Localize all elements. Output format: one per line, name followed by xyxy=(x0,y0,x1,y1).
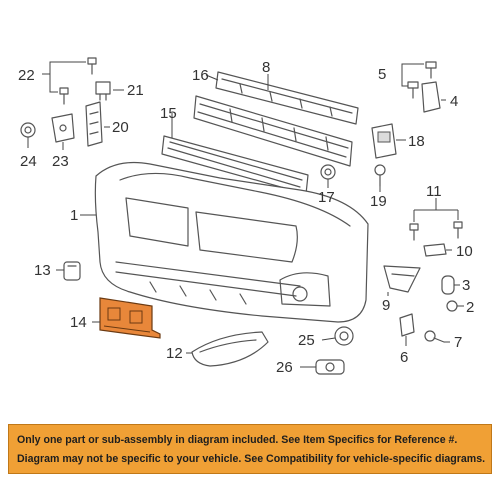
callout-9: 9 xyxy=(382,297,391,314)
part-20-side-bracket xyxy=(86,102,102,146)
part-12-fog-bezel xyxy=(192,332,268,366)
part-25-sensor xyxy=(335,327,353,345)
callout-23: 23 xyxy=(52,153,69,170)
part-5-bolt-a xyxy=(426,62,436,78)
part-18-sensor-bracket xyxy=(372,124,396,158)
callout-26: 26 xyxy=(276,359,293,376)
callout-11: 11 xyxy=(426,183,442,200)
part-2-retainer xyxy=(447,301,457,311)
callout-10: 10 xyxy=(456,243,473,260)
callout-17: 17 xyxy=(318,189,335,206)
callout-20: 20 xyxy=(112,119,129,136)
callout-4: 4 xyxy=(450,93,459,110)
part-7-screw xyxy=(425,331,444,342)
part-1-bumper-cover xyxy=(95,163,368,323)
part-19-screw xyxy=(375,165,385,186)
callout-3: 3 xyxy=(462,277,471,294)
callout-1: 1 xyxy=(70,207,79,224)
disclaimer-banner xyxy=(8,424,492,474)
callout-7: 7 xyxy=(454,334,463,351)
part-22-bolt-upper xyxy=(88,58,96,74)
callout-2: 2 xyxy=(466,299,475,316)
part-11-bolt-b xyxy=(454,222,462,238)
part-6-clip xyxy=(400,314,414,336)
part-24-nut xyxy=(21,123,35,137)
callout-5: 5 xyxy=(378,66,387,83)
part-9-side-bracket xyxy=(384,266,420,292)
callout-6: 6 xyxy=(400,349,409,366)
callout-15: 15 xyxy=(160,105,177,122)
part-5-bolt-b xyxy=(408,82,418,98)
part-11-bolt-a xyxy=(410,224,418,240)
callout-13: 13 xyxy=(34,262,51,279)
part-22-bolt-lower xyxy=(60,88,68,104)
callout-19: 19 xyxy=(370,193,387,210)
callout-16: 16 xyxy=(192,67,209,84)
part-3-grommet xyxy=(442,276,454,294)
part-10-clip xyxy=(424,244,446,256)
callout-12: 12 xyxy=(166,345,183,362)
part-14-license-bracket xyxy=(100,298,160,338)
part-21-clip xyxy=(96,82,110,100)
part-26-sensor-holder xyxy=(316,360,344,374)
callout-25: 25 xyxy=(298,332,315,349)
part-13-cap xyxy=(64,262,80,280)
callout-21: 21 xyxy=(127,82,144,99)
callout-18: 18 xyxy=(408,133,425,150)
callout-14: 14 xyxy=(70,314,87,331)
disclaimer-line-1: Only one part or sub-assembly in diagram included. See Item Specifics for Reference #. xyxy=(17,434,458,446)
disclaimer-line-2: Diagram may not be specific to your vehicle. See Compatibility for vehicle-specific diagrams. xyxy=(17,453,486,465)
callout-22: 22 xyxy=(18,67,35,84)
part-23-bracket xyxy=(52,114,74,142)
part-4-bracket xyxy=(422,82,440,112)
part-17-nut xyxy=(321,165,335,179)
callout-8: 8 xyxy=(262,59,271,76)
callout-24: 24 xyxy=(20,153,37,170)
